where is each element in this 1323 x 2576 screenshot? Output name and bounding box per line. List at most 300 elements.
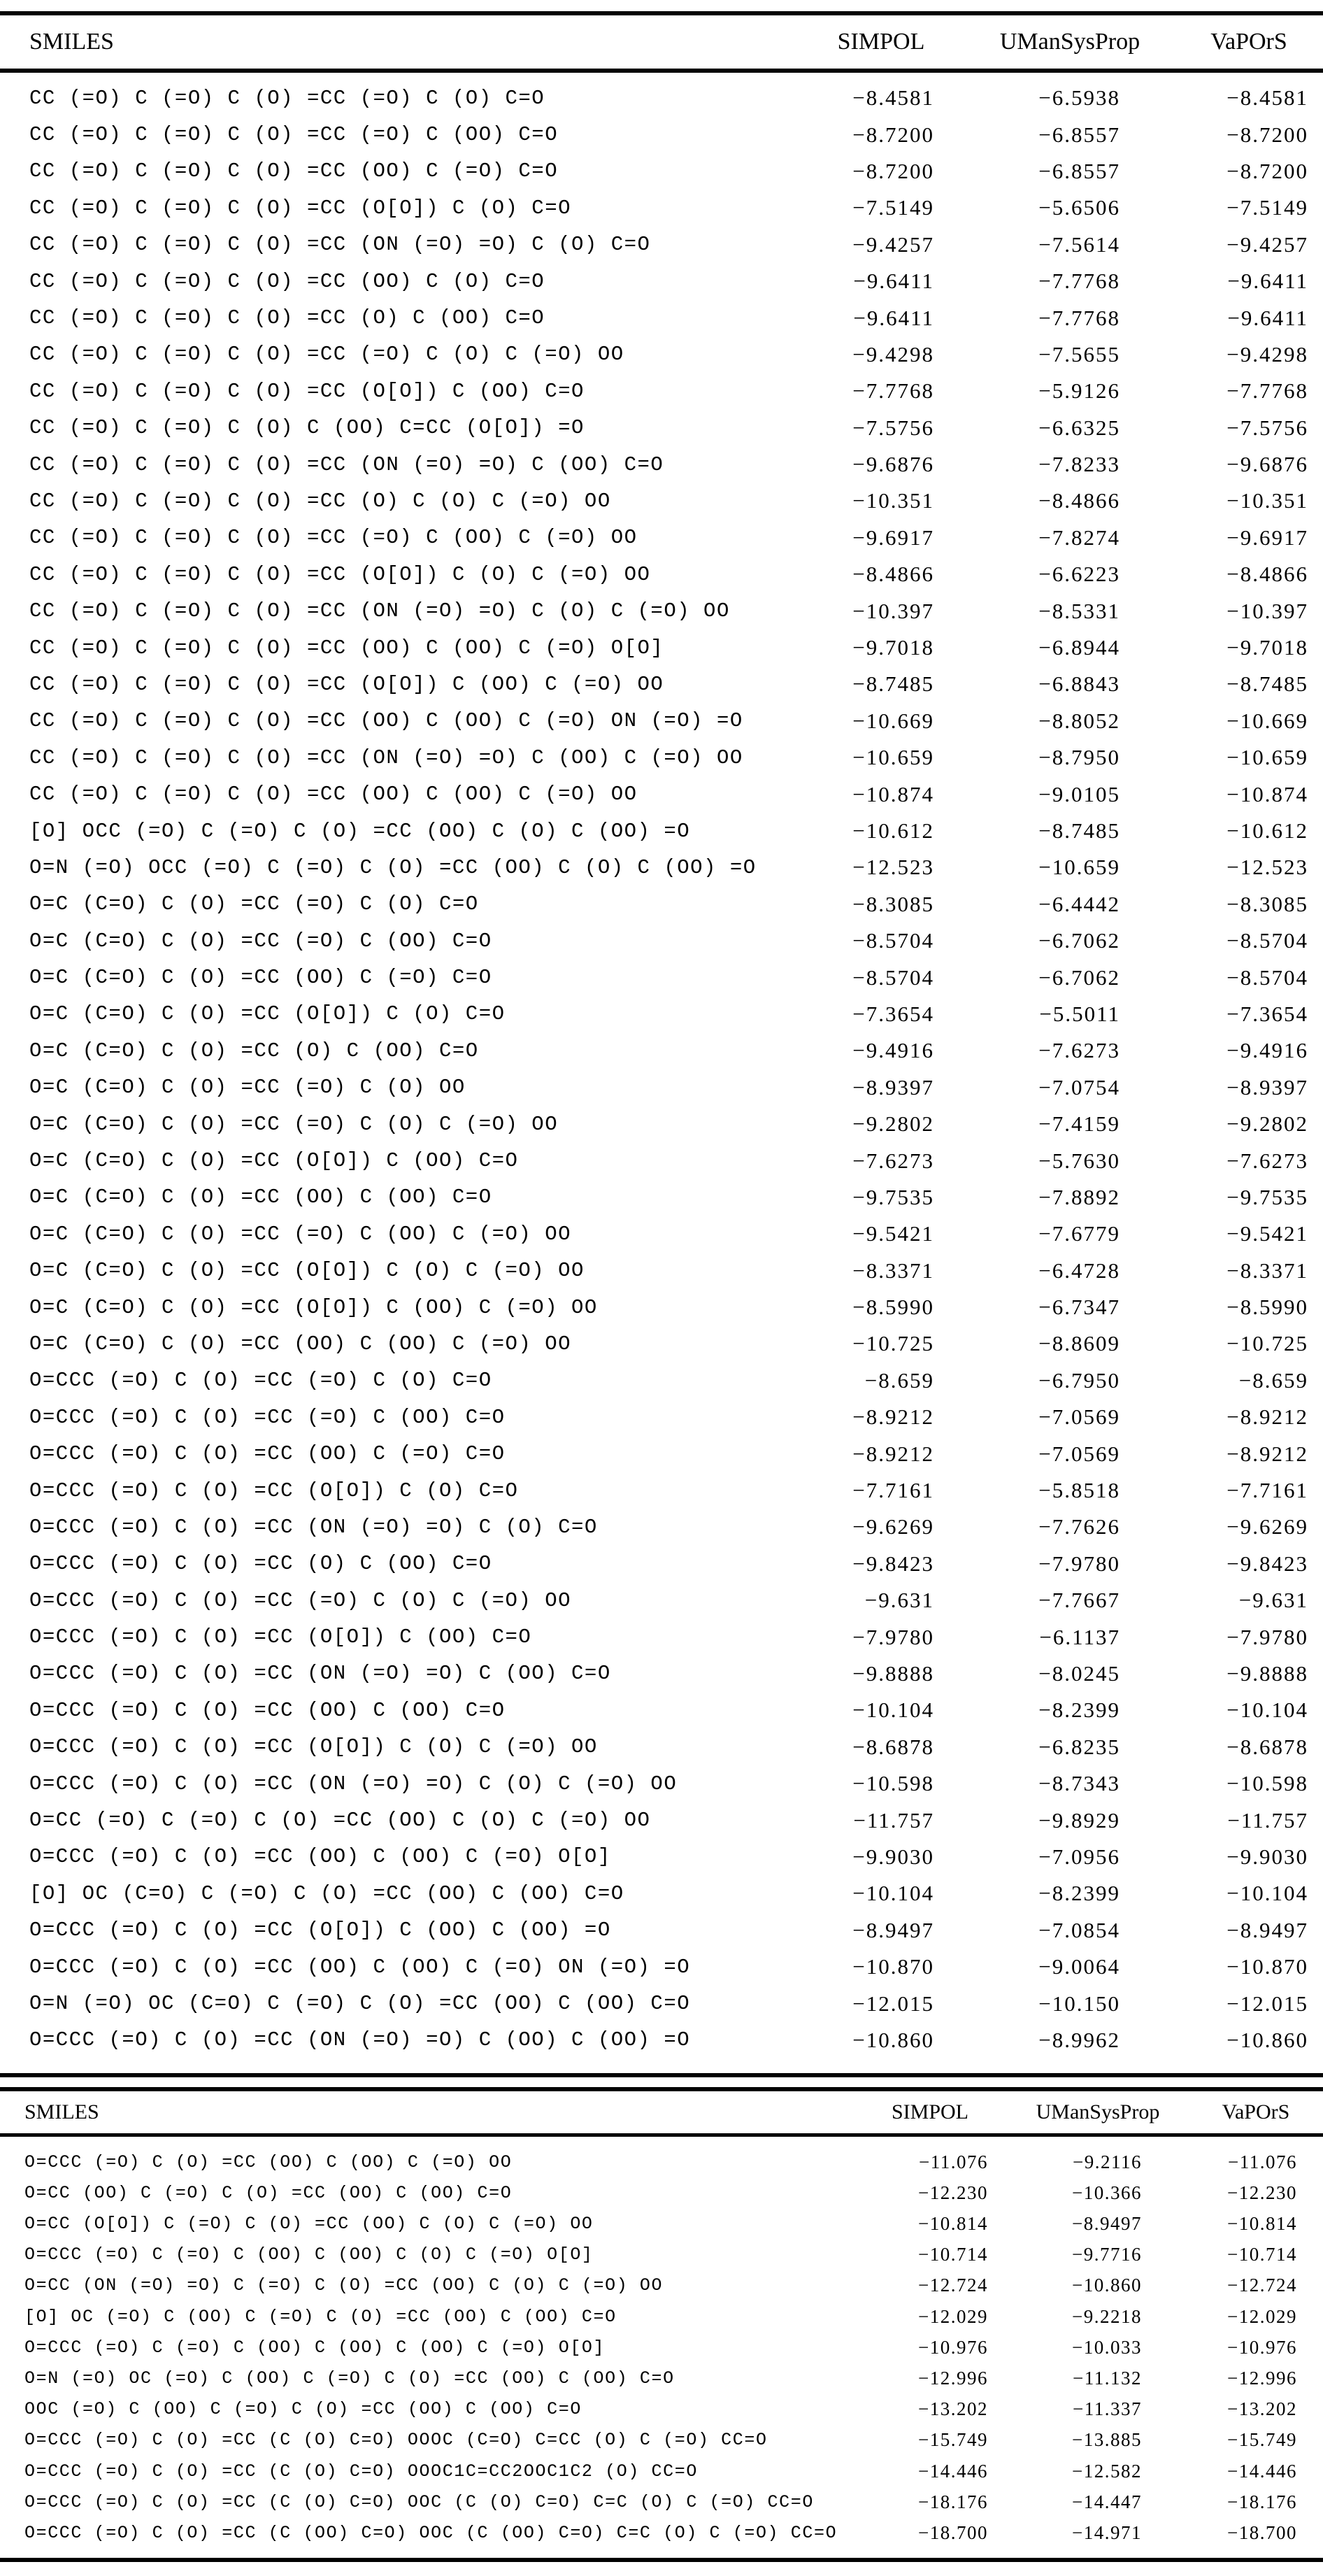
vapors-value-cell: −10.976 xyxy=(1227,2336,1297,2358)
smiles-cell: O=C (C=O) C (O) =CC (OO) C (OO) C (=O) OO xyxy=(29,1332,572,1355)
simpol-value-cell: −12.996 xyxy=(918,2368,988,2389)
simpol-value-cell: −8.9212 xyxy=(852,1441,934,1466)
vapors-value-cell: −11.757 xyxy=(1227,1807,1308,1833)
table-row xyxy=(0,1069,1323,1106)
vapors-value-cell: −10.870 xyxy=(1227,1954,1308,1979)
vapors-value-cell: −10.860 xyxy=(1227,2027,1308,2052)
umansysprop-value-cell: −11.132 xyxy=(1073,2368,1142,2389)
simpol-value-cell: −7.9780 xyxy=(852,1624,934,1649)
smiles-cell: O=CCC (=O) C (O) =CC (OO) C (OO) C (=O) OO xyxy=(24,2151,513,2172)
table-row xyxy=(0,2240,1323,2270)
smiles-cell: CC (=O) C (=O) C (O) C (OO) C=CC (O[O]) =O xyxy=(29,416,585,440)
simpol-value-cell: −12.523 xyxy=(852,855,934,880)
smiles-cell: O=CCC (=O) C (O) =CC (=O) C (OO) C=O xyxy=(29,1405,506,1429)
smiles-cell: [O] OC (=O) C (OO) C (=O) C (O) =CC (OO) C (OO) C=O xyxy=(24,2306,617,2327)
vapors-value-cell: −8.5990 xyxy=(1227,1295,1308,1320)
umansysprop-value-cell: −8.0245 xyxy=(1038,1660,1120,1686)
smiles-cell: CC (=O) C (=O) C (O) =CC (=O) C (O) C=O xyxy=(29,86,545,110)
vapors-value-cell: −8.659 xyxy=(1238,1367,1308,1393)
simpol-value-cell: −9.6269 xyxy=(852,1514,934,1539)
table-row xyxy=(0,1949,1323,1985)
simpol-value-cell: −18.700 xyxy=(918,2521,988,2543)
table-row xyxy=(0,629,1323,666)
umansysprop-value-cell: −7.7626 xyxy=(1038,1514,1120,1539)
umansysprop-value-cell: −7.7768 xyxy=(1038,269,1120,294)
smiles-cell: CC (=O) C (=O) C (O) =CC (=O) C (OO) C=O xyxy=(29,123,559,147)
simpol-value-cell: −12.015 xyxy=(852,1991,934,2016)
smiles-cell: O=N (=O) OC (=O) C (OO) C (=O) C (O) =CC (OO) C (OO) C=O xyxy=(24,2368,675,2389)
vapors-value-cell: −9.6876 xyxy=(1227,452,1308,477)
umansysprop-value-cell: −6.7950 xyxy=(1038,1367,1120,1393)
table-row xyxy=(0,1985,1323,2021)
umansysprop-value-cell: −9.2218 xyxy=(1072,2305,1142,2327)
vapors-value-cell: −10.659 xyxy=(1227,745,1308,770)
table2-column-header-smiles: SMILES xyxy=(24,2100,99,2124)
umansysprop-value-cell: −8.7485 xyxy=(1038,818,1120,843)
smiles-cell: O=CCC (=O) C (O) =CC (OO) C (OO) C (=O) ON (=O) =O xyxy=(29,1955,691,1979)
table1-body xyxy=(0,80,1323,2058)
vapors-value-cell: −7.6273 xyxy=(1227,1148,1308,1173)
vapors-value-cell: −10.669 xyxy=(1227,708,1308,733)
umansysprop-value-cell: −12.582 xyxy=(1072,2460,1142,2482)
table-row xyxy=(0,2456,1323,2486)
table1-column-header-smiles: SMILES xyxy=(29,29,114,55)
vapors-value-cell: −9.6917 xyxy=(1227,525,1308,550)
vapors-value-cell: −8.9497 xyxy=(1227,1917,1308,1942)
vapors-value-cell: −7.3654 xyxy=(1227,1001,1308,1026)
table1-column-header-umansysprop: UManSysProp xyxy=(999,29,1140,55)
simpol-value-cell: −7.3654 xyxy=(852,1001,934,1026)
table-row xyxy=(0,959,1323,995)
vapors-value-cell: −7.9780 xyxy=(1227,1624,1308,1649)
vapors-value-cell: −14.446 xyxy=(1227,2460,1297,2482)
smiles-cell: O=C (C=O) C (O) =CC (O[O]) C (OO) C=O xyxy=(29,1149,519,1173)
vapors-value-cell: −8.4866 xyxy=(1227,562,1308,587)
smiles-cell: CC (=O) C (=O) C (O) =CC (ON (=O) =O) C (OO) C=O xyxy=(29,453,664,476)
vapors-value-cell: −7.5149 xyxy=(1227,195,1308,220)
vapors-value-cell: −7.7161 xyxy=(1227,1478,1308,1503)
vapors-value-cell: −9.8423 xyxy=(1227,1551,1308,1576)
umansysprop-value-cell: −6.6223 xyxy=(1038,562,1120,587)
table-row xyxy=(0,336,1323,373)
vapors-value-cell: −7.7768 xyxy=(1227,378,1308,404)
table-row xyxy=(0,1839,1323,1875)
table-row xyxy=(0,263,1323,299)
table-row xyxy=(0,2147,1323,2177)
table2-column-header-simpol: SIMPOL xyxy=(891,2100,969,2124)
umansysprop-value-cell: −7.8233 xyxy=(1038,452,1120,477)
vapors-value-cell: −8.7200 xyxy=(1227,158,1308,183)
umansysprop-value-cell: −11.337 xyxy=(1073,2398,1142,2420)
smiles-cell: O=CC (OO) C (=O) C (O) =CC (OO) C (OO) C=O xyxy=(24,2182,513,2203)
vapors-value-cell: −18.700 xyxy=(1227,2521,1297,2543)
umansysprop-value-cell: −6.4442 xyxy=(1038,891,1120,916)
umansysprop-value-cell: −10.659 xyxy=(1038,855,1120,880)
table-row xyxy=(0,1253,1323,1289)
smiles-cell: O=C (C=O) C (O) =CC (=O) C (OO) C=O xyxy=(29,929,492,953)
smiles-cell: O=CCC (=O) C (O) =CC (C (OO) C=O) OOC (C (OO) C=O) C=C (O) C (=O) CC=O xyxy=(24,2522,838,2543)
umansysprop-value-cell: −8.2399 xyxy=(1038,1881,1120,1906)
vapors-value-cell: −9.6411 xyxy=(1227,305,1308,330)
umansysprop-value-cell: −6.7062 xyxy=(1038,965,1120,990)
umansysprop-value-cell: −10.366 xyxy=(1072,2182,1142,2203)
umansysprop-value-cell: −8.4866 xyxy=(1038,488,1120,513)
vapors-value-cell: −8.5704 xyxy=(1227,928,1308,953)
vapors-value-cell: −9.4257 xyxy=(1227,232,1308,257)
simpol-value-cell: −14.446 xyxy=(918,2460,988,2482)
umansysprop-value-cell: −5.9126 xyxy=(1038,378,1120,404)
umansysprop-value-cell: −7.9780 xyxy=(1038,1551,1120,1576)
simpol-value-cell: −15.749 xyxy=(918,2429,988,2451)
table-row xyxy=(0,520,1323,556)
umansysprop-value-cell: −7.7768 xyxy=(1038,305,1120,330)
smiles-cell: O=CCC (=O) C (O) =CC (ON (=O) =O) C (O) C=O xyxy=(29,1515,598,1539)
table-row xyxy=(0,1509,1323,1545)
vapors-value-cell: −12.523 xyxy=(1227,855,1308,880)
table-row xyxy=(0,2177,1323,2208)
smiles-cell: O=CCC (=O) C (O) =CC (C (O) C=O) OOOC1C=CC2OOC1C2 (O) CC=O xyxy=(24,2461,698,2482)
vapors-value-cell: −9.9030 xyxy=(1227,1844,1308,1869)
simpol-value-cell: −9.9030 xyxy=(852,1844,934,1869)
smiles-cell: CC (=O) C (=O) C (O) =CC (ON (=O) =O) C (O) C=O xyxy=(29,233,651,257)
table-row xyxy=(0,1106,1323,1142)
umansysprop-value-cell: −8.8609 xyxy=(1038,1331,1120,1356)
smiles-cell: CC (=O) C (=O) C (O) =CC (O[O]) C (O) C (=O) OO xyxy=(29,562,651,586)
simpol-value-cell: −7.5756 xyxy=(852,415,934,440)
umansysprop-value-cell: −7.8892 xyxy=(1038,1184,1120,1209)
smiles-cell: O=C (C=O) C (O) =CC (OO) C (=O) C=O xyxy=(29,966,492,990)
table-row xyxy=(0,1032,1323,1069)
smiles-cell: CC (=O) C (=O) C (O) =CC (OO) C (OO) C (=O) O[O] xyxy=(29,636,664,660)
table-row xyxy=(0,190,1323,226)
table2-column-header-umansysprop: UManSysProp xyxy=(1036,2100,1160,2124)
table-row xyxy=(0,1692,1323,1728)
simpol-value-cell: −8.9212 xyxy=(852,1404,934,1430)
vapors-value-cell: −15.749 xyxy=(1227,2429,1297,2451)
simpol-value-cell: −12.230 xyxy=(918,2182,988,2203)
table-row xyxy=(0,886,1323,923)
table2-bottom-rule xyxy=(0,2558,1323,2562)
umansysprop-value-cell: −6.7062 xyxy=(1038,928,1120,953)
vapors-value-cell: −8.9397 xyxy=(1227,1074,1308,1100)
smiles-cell: O=CCC (=O) C (O) =CC (O[O]) C (O) C (=O) OO xyxy=(29,1735,598,1759)
vapors-value-cell: −10.397 xyxy=(1227,598,1308,623)
table-row xyxy=(0,446,1323,483)
simpol-value-cell: −10.870 xyxy=(852,1954,934,1979)
simpol-value-cell: −11.757 xyxy=(853,1807,934,1833)
umansysprop-value-cell: −7.5655 xyxy=(1038,341,1120,367)
umansysprop-value-cell: −10.860 xyxy=(1072,2275,1142,2296)
smiles-cell: O=CCC (=O) C (O) =CC (O[O]) C (O) C=O xyxy=(29,1479,519,1502)
smiles-cell: CC (=O) C (=O) C (O) =CC (OO) C (OO) C (=O) ON (=O) =O xyxy=(29,709,743,733)
smiles-cell: O=CC (ON (=O) =O) C (=O) C (O) =CC (OO) C (O) C (=O) OO xyxy=(24,2275,664,2296)
table-row xyxy=(0,666,1323,702)
umansysprop-value-cell: −9.7716 xyxy=(1072,2244,1142,2265)
table-row xyxy=(0,556,1323,592)
simpol-value-cell: −8.7200 xyxy=(852,158,934,183)
umansysprop-value-cell: −7.4159 xyxy=(1038,1111,1120,1137)
umansysprop-value-cell: −7.6273 xyxy=(1038,1038,1120,1063)
vapors-value-cell: −10.598 xyxy=(1227,1771,1308,1796)
vapors-value-cell: −10.714 xyxy=(1227,2244,1297,2265)
vapors-value-cell: −10.814 xyxy=(1227,2213,1297,2235)
simpol-value-cell: −9.4257 xyxy=(852,232,934,257)
table-row xyxy=(0,80,1323,116)
umansysprop-value-cell: −5.6506 xyxy=(1038,195,1120,220)
smiles-cell: O=C (C=O) C (O) =CC (=O) C (O) C=O xyxy=(29,892,479,916)
umansysprop-value-cell: −7.0956 xyxy=(1038,1844,1120,1869)
smiles-cell: O=CCC (=O) C (O) =CC (C (O) C=O) OOOC (C=O) C=CC (O) C (=O) CC=O xyxy=(24,2430,768,2451)
umansysprop-value-cell: −9.0064 xyxy=(1038,1954,1120,1979)
simpol-value-cell: −9.631 xyxy=(864,1588,934,1613)
umansysprop-value-cell: −6.8557 xyxy=(1038,158,1120,183)
simpol-value-cell: −8.7485 xyxy=(852,671,934,697)
smiles-cell: O=C (C=O) C (O) =CC (O) C (OO) C=O xyxy=(29,1039,479,1062)
smiles-cell: O=C (C=O) C (O) =CC (O[O]) C (OO) C (=O) OO xyxy=(29,1295,598,1319)
smiles-cell: O=CC (O[O]) C (=O) C (O) =CC (OO) C (O) C (=O) OO xyxy=(24,2214,594,2235)
simpol-value-cell: −9.7535 xyxy=(852,1184,934,1209)
simpol-value-cell: −7.5149 xyxy=(852,195,934,220)
smiles-cell: O=C (C=O) C (O) =CC (=O) C (O) C (=O) OO xyxy=(29,1112,559,1136)
vapors-value-cell: −9.631 xyxy=(1238,1588,1308,1613)
vapors-value-cell: −12.724 xyxy=(1227,2275,1297,2296)
smiles-cell: O=CCC (=O) C (O) =CC (=O) C (O) C (=O) OO xyxy=(29,1588,572,1612)
umansysprop-value-cell: −7.6779 xyxy=(1038,1221,1120,1246)
table2-header-row xyxy=(0,2091,1323,2133)
table-row xyxy=(0,1362,1323,1399)
vapors-value-cell: −13.202 xyxy=(1227,2398,1297,2420)
umansysprop-value-cell: −8.7950 xyxy=(1038,745,1120,770)
simpol-value-cell: −10.351 xyxy=(852,488,934,513)
vapors-value-cell: −8.9212 xyxy=(1227,1441,1308,1466)
vapors-value-cell: −12.029 xyxy=(1227,2305,1297,2327)
simpol-value-cell: −10.104 xyxy=(852,1698,934,1723)
umansysprop-value-cell: −10.033 xyxy=(1072,2336,1142,2358)
simpol-value-cell: −9.7018 xyxy=(852,635,934,660)
table-row xyxy=(0,410,1323,446)
umansysprop-value-cell: −5.7630 xyxy=(1038,1148,1120,1173)
smiles-cell: CC (=O) C (=O) C (O) =CC (=O) C (OO) C (=O) OO xyxy=(29,526,638,550)
simpol-value-cell: −9.6411 xyxy=(853,305,934,330)
vapors-value-cell: −9.8888 xyxy=(1227,1660,1308,1686)
simpol-value-cell: −10.860 xyxy=(852,2027,934,2052)
vapors-value-cell: −9.4298 xyxy=(1227,341,1308,367)
vapors-value-cell: −10.612 xyxy=(1227,818,1308,843)
table-row xyxy=(0,2270,1323,2301)
table-row xyxy=(0,1912,1323,1949)
simpol-value-cell: −8.3371 xyxy=(852,1258,934,1283)
simpol-value-cell: −8.5704 xyxy=(852,928,934,953)
vapors-value-cell: −11.076 xyxy=(1228,2151,1297,2172)
umansysprop-value-cell: −8.7343 xyxy=(1038,1771,1120,1796)
smiles-cell: O=CCC (=O) C (O) =CC (OO) C (=O) C=O xyxy=(29,1442,506,1466)
vapors-value-cell: −9.7535 xyxy=(1227,1184,1308,1209)
table-row xyxy=(0,2022,1323,2058)
table-row xyxy=(0,116,1323,152)
umansysprop-value-cell: −7.0854 xyxy=(1038,1917,1120,1942)
umansysprop-value-cell: −7.5614 xyxy=(1038,232,1120,257)
vapors-value-cell: −12.996 xyxy=(1227,2368,1297,2389)
umansysprop-value-cell: −9.0105 xyxy=(1038,781,1120,806)
umansysprop-value-cell: −7.7667 xyxy=(1038,1588,1120,1613)
table-row xyxy=(0,1399,1323,1435)
smiles-cell: CC (=O) C (=O) C (O) =CC (ON (=O) =O) C (OO) C (=O) OO xyxy=(29,746,743,769)
table-row xyxy=(0,1618,1323,1655)
vapors-value-cell: −10.351 xyxy=(1227,488,1308,513)
table-row xyxy=(0,1656,1323,1692)
table2-column-header-vapors: VaPOrS xyxy=(1222,2100,1290,2124)
smiles-cell: [O] OCC (=O) C (=O) C (O) =CC (OO) C (O) C (OO) =O xyxy=(29,819,691,843)
table-row xyxy=(0,1179,1323,1216)
umansysprop-value-cell: −6.8843 xyxy=(1038,671,1120,697)
table-row xyxy=(0,776,1323,812)
simpol-value-cell: −10.104 xyxy=(852,1881,934,1906)
simpol-value-cell: −8.6878 xyxy=(852,1734,934,1759)
simpol-value-cell: −9.5421 xyxy=(852,1221,934,1246)
simpol-value-cell: −11.076 xyxy=(919,2151,988,2172)
umansysprop-value-cell: −6.4728 xyxy=(1038,1258,1120,1283)
umansysprop-value-cell: −10.150 xyxy=(1038,1991,1120,2016)
simpol-value-cell: −9.4298 xyxy=(852,341,934,367)
simpol-value-cell: −10.598 xyxy=(852,1771,934,1796)
vapors-value-cell: −12.230 xyxy=(1227,2182,1297,2203)
vapors-value-cell: −8.3371 xyxy=(1227,1258,1308,1283)
umansysprop-value-cell: −6.1137 xyxy=(1039,1624,1120,1649)
table-row xyxy=(0,483,1323,519)
smiles-cell: O=CCC (=O) C (O) =CC (OO) C (OO) C=O xyxy=(29,1698,506,1722)
vapors-value-cell: −10.104 xyxy=(1227,1698,1308,1723)
table-row xyxy=(0,703,1323,739)
table-row xyxy=(0,1325,1323,1362)
table-row xyxy=(0,2301,1323,2332)
table-row xyxy=(0,923,1323,959)
umansysprop-value-cell: −8.2399 xyxy=(1038,1698,1120,1723)
simpol-value-cell: −10.659 xyxy=(852,745,934,770)
vapors-value-cell: −18.176 xyxy=(1227,2491,1297,2512)
simpol-value-cell: −10.714 xyxy=(918,2244,988,2265)
vapors-value-cell: −8.3085 xyxy=(1227,891,1308,916)
smiles-cell: CC (=O) C (=O) C (O) =CC (OO) C (OO) C (=O) OO xyxy=(29,783,638,806)
umansysprop-value-cell: −7.0754 xyxy=(1038,1074,1120,1100)
smiles-cell: O=C (C=O) C (O) =CC (O[O]) C (O) C=O xyxy=(29,1002,506,1026)
table-row xyxy=(0,813,1323,849)
smiles-cell: O=CCC (=O) C (O) =CC (=O) C (O) C=O xyxy=(29,1369,492,1393)
table-row xyxy=(0,739,1323,776)
vapors-value-cell: −9.5421 xyxy=(1227,1221,1308,1246)
table1-column-header-simpol: SIMPOL xyxy=(837,29,925,55)
smiles-cell: O=CCC (=O) C (O) =CC (ON (=O) =O) C (O) C (=O) OO xyxy=(29,1772,678,1795)
vapors-value-cell: −10.104 xyxy=(1227,1881,1308,1906)
simpol-value-cell: −8.3085 xyxy=(852,891,934,916)
smiles-cell: O=CCC (=O) C (O) =CC (C (O) C=O) OOC (C (O) C=O) C=C (O) C (=O) CC=O xyxy=(24,2491,814,2512)
simpol-value-cell: −8.9497 xyxy=(852,1917,934,1942)
vapors-value-cell: −10.874 xyxy=(1227,781,1308,806)
table-row xyxy=(0,299,1323,336)
simpol-value-cell: −13.202 xyxy=(918,2398,988,2420)
smiles-cell: O=C (C=O) C (O) =CC (=O) C (OO) C (=O) OO xyxy=(29,1222,572,1246)
umansysprop-value-cell: −8.9962 xyxy=(1038,2027,1120,2052)
table-row xyxy=(0,1582,1323,1618)
table-row xyxy=(0,1216,1323,1252)
smiles-cell: O=CCC (=O) C (O) =CC (ON (=O) =O) C (OO) C=O xyxy=(29,1662,611,1686)
simpol-value-cell: −9.6411 xyxy=(853,269,934,294)
smiles-cell: OOC (=O) C (OO) C (=O) C (O) =CC (OO) C (OO) C=O xyxy=(24,2399,582,2420)
table-row xyxy=(0,1472,1323,1509)
simpol-value-cell: −12.724 xyxy=(918,2275,988,2296)
table1-header-row xyxy=(0,15,1323,69)
smiles-cell: O=CCC (=O) C (O) =CC (OO) C (OO) C (=O) O[O] xyxy=(29,1845,611,1869)
simpol-value-cell: −10.976 xyxy=(918,2336,988,2358)
table-row xyxy=(0,2425,1323,2456)
umansysprop-value-cell: −14.971 xyxy=(1072,2521,1142,2543)
smiles-cell: CC (=O) C (=O) C (O) =CC (OO) C (O) C=O xyxy=(29,269,545,293)
simpol-value-cell: −12.029 xyxy=(918,2305,988,2327)
table-row xyxy=(0,2486,1323,2517)
vapors-value-cell: −9.7018 xyxy=(1227,635,1308,660)
table2-body xyxy=(0,2147,1323,2548)
vapors-value-cell: −12.015 xyxy=(1227,1991,1308,2016)
smiles-cell: O=CCC (=O) C (=O) C (OO) C (OO) C (OO) C (=O) O[O] xyxy=(24,2337,606,2358)
vapors-value-cell: −8.7485 xyxy=(1227,671,1308,697)
umansysprop-value-cell: −6.7347 xyxy=(1038,1295,1120,1320)
table-row xyxy=(0,2208,1323,2239)
simpol-value-cell: −9.6917 xyxy=(852,525,934,550)
table-row xyxy=(0,996,1323,1032)
table-row xyxy=(0,1729,1323,1765)
table2-header-rule xyxy=(0,2133,1323,2137)
table-row xyxy=(0,1875,1323,1912)
smiles-cell: CC (=O) C (=O) C (O) =CC (ON (=O) =O) C (O) C (=O) OO xyxy=(29,599,730,623)
smiles-cell: O=CCC (=O) C (O) =CC (O[O]) C (OO) C=O xyxy=(29,1625,532,1649)
smiles-cell: CC (=O) C (=O) C (O) =CC (O) C (OO) C=O xyxy=(29,306,545,330)
simpol-value-cell: −8.4581 xyxy=(852,85,934,111)
smiles-cell: CC (=O) C (=O) C (O) =CC (O) C (O) C (=O) OO xyxy=(29,489,611,513)
smiles-cell: O=CCC (=O) C (O) =CC (O) C (OO) C=O xyxy=(29,1552,492,1576)
simpol-value-cell: −10.725 xyxy=(852,1331,934,1356)
simpol-value-cell: −8.4866 xyxy=(852,562,934,587)
table-row xyxy=(0,1289,1323,1325)
simpol-value-cell: −8.9397 xyxy=(852,1074,934,1100)
table-row xyxy=(0,1435,1323,1472)
table1-bottom-rule xyxy=(0,2073,1323,2077)
smiles-cell: O=C (C=O) C (O) =CC (O[O]) C (O) C (=O) OO xyxy=(29,1259,585,1283)
umansysprop-value-cell: −6.8944 xyxy=(1038,635,1120,660)
umansysprop-value-cell: −8.9497 xyxy=(1072,2213,1142,2235)
table-row xyxy=(0,592,1323,629)
smiles-cell: CC (=O) C (=O) C (O) =CC (=O) C (O) C (=O) OO xyxy=(29,343,624,367)
simpol-value-cell: −7.7768 xyxy=(852,378,934,404)
simpol-value-cell: −10.814 xyxy=(918,2213,988,2235)
simpol-value-cell: −9.6876 xyxy=(852,452,934,477)
umansysprop-value-cell: −8.5331 xyxy=(1038,598,1120,623)
vapors-value-cell: −8.5704 xyxy=(1227,965,1308,990)
simpol-value-cell: −10.612 xyxy=(852,818,934,843)
smiles-cell: O=N (=O) OC (C=O) C (=O) C (O) =CC (OO) C (OO) C=O xyxy=(29,1992,691,2015)
simpol-value-cell: −18.176 xyxy=(918,2491,988,2512)
vapors-value-cell: −9.6411 xyxy=(1227,269,1308,294)
smiles-cell: CC (=O) C (=O) C (O) =CC (O[O]) C (O) C=O xyxy=(29,196,572,220)
umansysprop-value-cell: −8.8052 xyxy=(1038,708,1120,733)
simpol-value-cell: −7.7161 xyxy=(852,1478,934,1503)
simpol-value-cell: −8.7200 xyxy=(852,122,934,147)
vapors-value-cell: −10.725 xyxy=(1227,1331,1308,1356)
umansysprop-value-cell: −7.8274 xyxy=(1038,525,1120,550)
smiles-cell: O=CCC (=O) C (=O) C (OO) C (OO) C (O) C (=O) O[O] xyxy=(24,2244,594,2265)
simpol-value-cell: −8.659 xyxy=(864,1367,934,1393)
umansysprop-value-cell: −5.5011 xyxy=(1039,1001,1120,1026)
smiles-cell: O=CCC (=O) C (O) =CC (ON (=O) =O) C (OO) C (OO) =O xyxy=(29,2028,691,2052)
simpol-value-cell: −8.5990 xyxy=(852,1295,934,1320)
